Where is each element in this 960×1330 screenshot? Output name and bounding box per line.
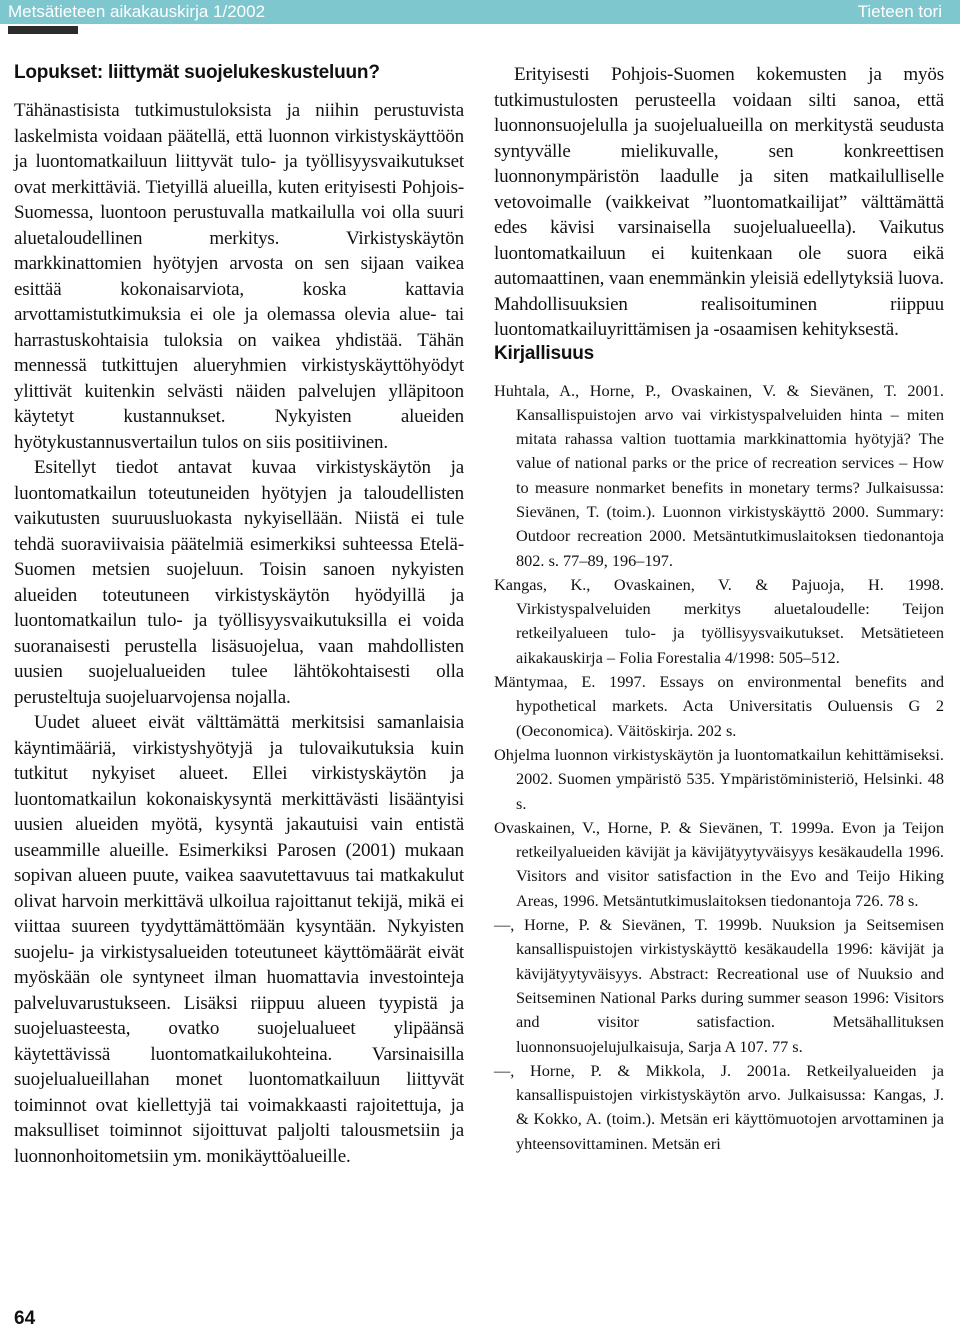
header-mark (8, 26, 78, 34)
reference-item: Kangas, K., Ovaskainen, V. & Pajuoja, H. 1998. Virkistyspalveluiden merkitys aluetaloudelle: Teijon retkeilyalueen tulo- ja työllisyysvaikutukset. Metsätieteen aikakauskirja – Folia Forestalia 4/1998: 505–512. (494, 574, 944, 667)
body-paragraph: Tähänastisista tutkimustuloksista ja niihin perustuvista laskelmista voidaan päätellä, että luonnon virkistyskäyttöön ja luontomatkailuun liittyvät tulo- ja työllisyysvaikutukset ovat merkittäviä. Tietyillä alueilla, kuten erityisesti Pohjois-Suomessa, luontoon perustuvalla matkailulla voi olla suuri aluetaloudellinen merkitys. Virkistyskäytön markkinattomien hyötyjen arvosta on sen sijaan vaikea esittää kokonaisarviota, koska kattavia arvottamistutkimuksia ei ole ja olemassa olevia alue- tai harrastuskohtaisia tuloksia on vaikea yhdistää. Tähän mennessä tutkittujen alueryhmien virkistyskäyttöhyödyt ylittivät kuitenkin selvästi näiden palvelujen ylläpitoon käytetyt kustannukset. Nykyisten alueiden hyötykustannusvertailun tulos on siis positiivinen. (14, 100, 464, 453)
references-heading: Kirjallisuus (494, 342, 595, 364)
reference-item: Ovaskainen, V., Horne, P. & Sievänen, T. 1999a. Evon ja Teijon retkeilyalueiden kävijät ja kävijätyytyväisyys kesäkaudella 1996. Visitors and visitor satisfaction in the Evo and Teijo Hiking Areas, 1996. Metsäntutkimuslaitoksen tiedonantoja 726. 78 s. (494, 817, 944, 910)
left-column (14, 62, 464, 1169)
body-paragraph: Uudet alueet eivät välttämättä merkitsisi samanlaisia käyntimääriä, virkistyshyötyjä ja tulovaikutuksia kuin tutkitut nykyiset alueet. Ellei virkistyskäytön ja luontomatkailun kokonaiskysyntä merkittävästi lisääntyisi uusien alueiden myötä, kysyntä jakautuisi vain entistä useammille alueille. Esimerkiksi Parosen (2001) mukaan sopivan alueen puute, vaikea saavutettavuus tai matkakulut olivat harvoin merkittävä ulkoilua rajoittanut tekijä, mikä ei viittaa suureen tyydyttämättömään kysyntään. Nykyisten suojelu- ja virkistysalueiden toteutuneet käyttömäärät eivät myöskään ole syntyneet ilman huomattavia investointeja palveluvarustukseen. Lisäksi riippuu alueen tyypistä ja suojeluasteesta, ovatko suojelualueet ylipäänsä käytettävissä luontomatkailukohteina. Varsinaisilla suojelualueillahan monet luontomatkailuun liittyvät toiminnot ovat kiellettyjä tai voimakkaasti rajoitettuja, ja maksulliset toiminnot sijoittuvat paljolti talousmetsiin ja luonnonhoitometsiin ym. monikäyttöalueille. (14, 712, 464, 1167)
reference-item: —, Horne, P. & Sievänen, T. 1999b. Nuuksion ja Seitsemisen kansallispuistojen virkistyskäyttö kesäkaudella 1996: kävijät ja kävijätyytyväisyys. Abstract: Recreational use of Nuuksio and Seitseminen National Parks during summer season 1996: Visitors and visitor satisfaction. Metsähallituksen luonnonsuojelujulkaisuja, Sarja A 107. 77 s. (494, 915, 944, 1056)
reference-item: Huhtala, A., Horne, P., Ovaskainen, V. & Sievänen, T. 2001. Kansallispuistojen arvo vai virkistyspalveluiden hinta – miten mitata rahassa valtion tuottamia markkinattomia hyötyjä? The value of national parks or the price of recreation services – How to measure nonmarket benefits in monetary terms? Julkaisussa: Sievänen, T. (toim.). Luonnon virkistyskäyttö 2000. Summary: Outdoor recreation 2000. Metsäntutkimuslaitoksen tiedonantoja 802. s. 77–89, 196–197. (494, 380, 944, 570)
journal-title: Metsätieteen aikakauskirja 1/2002 (8, 2, 266, 21)
right-column (494, 62, 944, 1156)
references-list (494, 379, 944, 1157)
reference-item: —, Horne, P. & Mikkola, J. 2001a. Retkeilyalueiden ja kansallispuistojen virkistyskäytön arvo. Julkaisussa: Kangas, J. & Kokko, A. (toim.). Metsän eri käyttömuotojen arvottaminen ja yhteensovittaminen. Metsän eri (494, 1060, 944, 1153)
journal-header-bar (0, 0, 960, 24)
page-number: 64 (14, 1308, 36, 1329)
reference-item: Ohjelma luonnon virkistyskäytön ja luontomatkailun kehittämiseksi. 2002. Suomen ympäristö 535. Ympäristöministeriö, Helsinki. 48 s. (494, 744, 944, 813)
section-title: Tieteen tori (857, 2, 942, 21)
body-paragraph: Erityisesti Pohjois-Suomen kokemusten ja myös tutkimustulosten perusteella voidaan silti sanoa, että luonnonsuojelulla ja suojelualueilla on merkitystä seudusta syntyvälle mielikuvalle, sen konkreettisen luonnonympäristön laadulle ja siten matkailulliselle vetovoimalle (vaikkeivat ”luontomatkailijat” välttämättä edes kävisi varsinaisella suojelualueella). Vaikutus luontomatkailuun ei kuitenkaan ole suora eikä automaattinen, vaan enemmänkin yleisiä edellytyksiä luova. Mahdollisuuksien realisoituminen riippuu luontomatkailuyrittämisen ja -osaamisen kehityksestä. (494, 64, 944, 340)
conclusion-heading: Lopukset: liittymät suojelukeskusteluun? (14, 62, 380, 83)
reference-item: Mäntymaa, E. 1997. Essays on environmental benefits and hypothetical markets. Acta Universitatis Ouluensis G 2 (Oeconomica). Väitöskirja. 202 s. (494, 672, 944, 740)
body-paragraph: Esitellyt tiedot antavat kuvaa virkistyskäytön ja luontomatkailun toteutuneiden hyötyjen ja taloudellisten vaikutusten suuruusluokasta nykyisellään. Niistä ei tule tehdä suoraviivaisia päätelmiä esimerkiksi suhteessa Etelä-Suomen metsien suojeluun. Toisin sanoen nykyisten alueiden toteutuneen virkistyskäytön hyödyillä ja luontomatkailun tulo- ja työllisyysvaikutuksilla ei voida suoranaisesti perustella lisäsuojelua, vaan mahdollisten uusien suojelualueiden tulee lähtökohtaisesti olla perusteltuja suojeluarvojensa nojalla. (14, 457, 464, 708)
